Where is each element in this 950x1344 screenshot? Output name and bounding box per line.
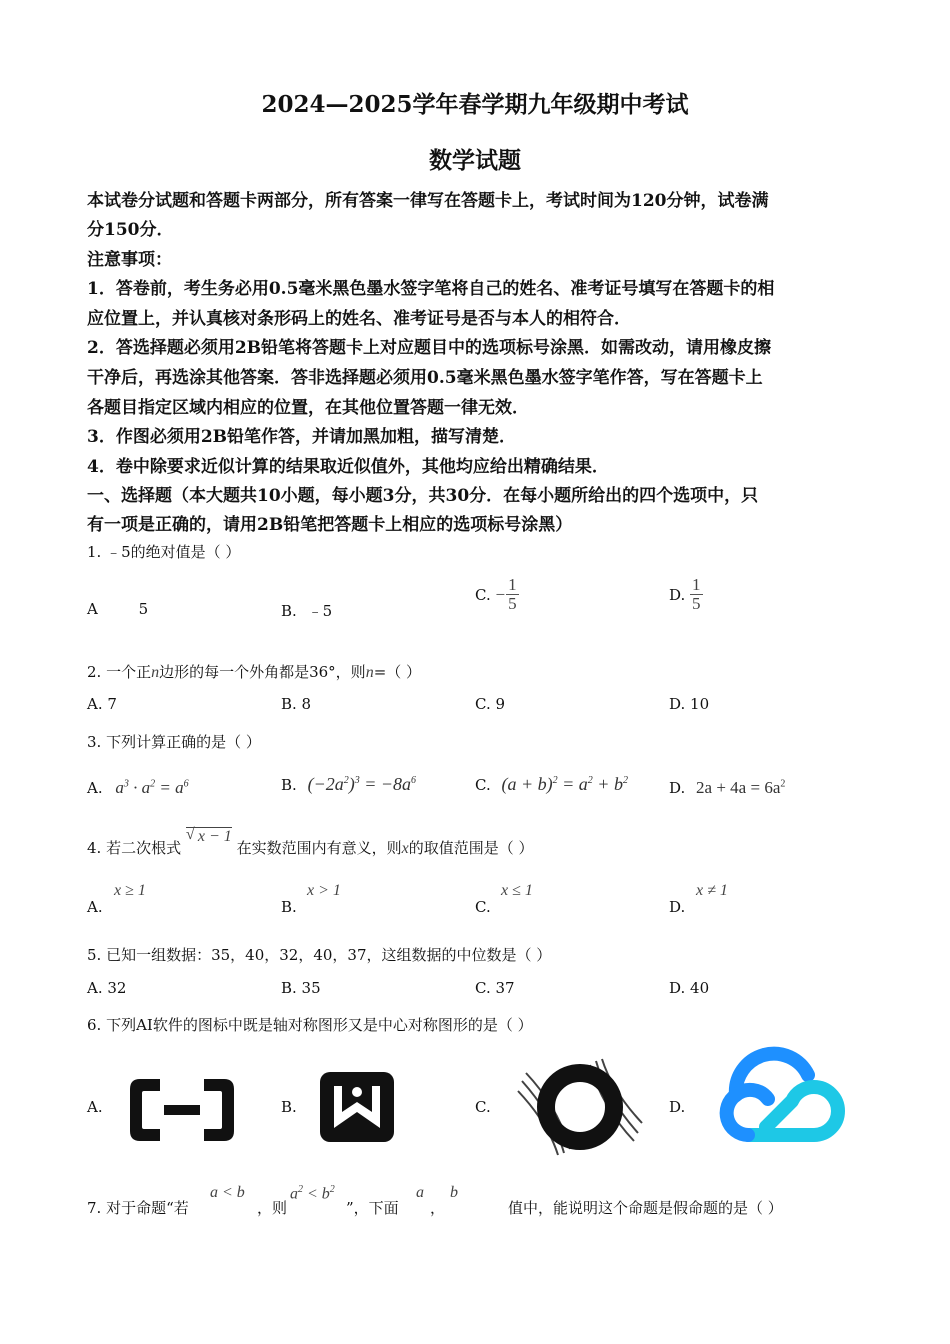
q1-option-d [669,576,703,613]
q6-stem: 6. 下列AI软件的图标中既是轴对称图形又是中心对称图形的是（ ） [87,1016,533,1034]
q6-option-d-label: D. [669,1098,686,1116]
q3-a-expr: $a^3 \cdot a^2 = a^6$ [115,778,189,797]
intro-line-1: 本试卷分试题和答题卡两部分，所有答案一律写在答题卡上，考试时间为120分钟，试卷满 [87,191,769,211]
q1-c-sign: − [495,585,506,604]
q7-stem-post: 值中，能说明这个命题是假命题的是（ ） [508,1199,783,1217]
q4-option-a-label: A. [87,898,103,916]
q2-var-n: n [151,664,160,681]
q1-c-fraction [496,576,519,613]
q4-option-c-expr: x ≤ 1 [501,882,533,899]
q4-option-a-expr: x ≥ 1 [114,882,146,899]
cloud-icon [708,1045,850,1145]
q3-option-c [475,774,628,795]
q1-stem: 1. ﹣5的绝对值是（ ） [87,543,241,561]
notice-2-line-1: 2．答选择题必须用2B铅笔将答题卡上对应题目中的选项标号涂黑．如需改动，请用橡皮擦 [87,338,772,358]
q4-option-c-label: C. [475,898,491,916]
q2-option-d: D. 10 [669,695,710,713]
section-1-line-2: 有一项是正确的，请用2B铅笔把答题卡上相应的选项标号涂黑） [87,515,573,535]
q2-stem-post: =（ ） [373,663,422,681]
q1-option-b [281,600,332,621]
q7-stem-pre: 7. 对于命题“若 [87,1199,189,1217]
q3-option-b [281,774,416,795]
q1-d-numerator: 1 [692,575,701,594]
q4-radical [186,827,232,845]
brush-ring-icon [514,1057,646,1157]
q6-option-c-label: C. [475,1098,491,1116]
notice-2-line-2: 干净后，再选涂其他答案．答非选择题必须用0.5毫米黑色墨水签字笔作答，写在答题卡上 [87,368,763,388]
intro-line-2: 分150分． [87,220,174,240]
q7-var-b: b [450,1184,458,1201]
exam-title: 2024—2025学年春学期九年级期中考试 [261,91,689,118]
q3-stem: 3. 下列计算正确的是（ ） [87,733,261,751]
q3-option-a [87,778,189,798]
q3-a-label: A. [87,779,103,797]
q1-a-value: 5 [138,600,149,618]
q1-b-label: B. [281,602,297,620]
q4-stem-end: 的取值范围是（ ） [408,839,534,857]
notice-1-line-1: 1．答卷前，考生务必用0.5毫米黑色墨水签字笔将自己的姓名、准考证号填写在答题卡的相 [87,279,775,299]
q3-d-expr-text: 2a + 4a = 6a [696,778,781,797]
q4-option-d-expr: x ≠ 1 [696,882,728,899]
q6-option-b-label: B. [281,1098,297,1116]
q3-c-label: C. [475,776,491,794]
q4-stem-pre: 4. 若二次根式 [87,839,182,857]
q5-option-b: B. 35 [281,979,321,997]
notice-4: 4．卷中除要求近似计算的结果取近似值外，其他均应给出精确结果． [87,457,609,477]
q3-c-expr: $(a + b)^2 = a^2 + b^2$ [501,774,628,794]
q7-condition: a < b [210,1184,245,1201]
q4-option-b-label: B. [281,898,297,916]
exam-subtitle: 数学试题 [429,147,521,174]
bracket-minus-icon [126,1075,238,1145]
q2-stem [87,661,421,682]
q3-d-label: D. [669,779,686,797]
q5-option-d: D. 40 [669,979,710,997]
notice-1-line-2: 应位置上，并认真核对条形码上的姓名、准考证号是否与本人的相符合． [87,309,631,329]
q6-option-a-label: A. [87,1098,103,1116]
q4-radicand: x − 1 [197,828,232,845]
notice-3: 3．作图必须用2B铅笔作答，并请加黑加粗，描写清楚． [87,427,517,447]
sqrt-icon: √ [185,826,195,843]
q1-d-label: D. [669,585,686,604]
notice-2-line-3: 各题目指定区域内相应的位置，在其他位置答题一律无效． [87,398,529,418]
q2-var-n-2: n [365,664,374,681]
section-1-line-1: 一、选择题（本大题共10小题，每小题3分，共30分．在每小题所给出的四个选项中，只 [87,486,759,506]
q7-stem-mid-2: ”，下面 [346,1199,399,1217]
q3-option-d [669,778,785,798]
q3-b-expr: $(-2a^2)^3 = -8a^6$ [307,774,417,794]
q1-c-label: C. [475,585,491,604]
q5-stem: 5. 已知一组数据：35，40，32，40，37，这组数据的中位数是（ ） [87,946,552,964]
q7-conclusion: $a^2 < b^2$ [290,1184,335,1203]
q7-stem-mid: ，则 [257,1199,288,1217]
q4-var-x: x [401,840,409,857]
q2-option-a: A. 7 [87,695,117,713]
q3-d-expr: $2a + 4a = 6a^2$ [696,778,786,797]
q1-d-fraction [690,576,703,613]
notice-heading: 注意事项： [87,250,172,270]
q1-a-label: A [87,600,98,618]
q1-c-numerator: 1 [508,575,517,594]
q4-stem-post: 在实数范围内有意义，则 [236,839,402,857]
q1-b-value: ﹣5 [307,602,333,620]
q4-stem [87,826,534,858]
q3-b-label: B. [281,776,297,794]
q1-c-denominator: 5 [508,594,517,613]
q2-stem-pre: 2. 一个正 [87,663,152,681]
q7-var-a: a [416,1184,424,1201]
q4-option-b-expr: x > 1 [307,882,341,899]
q5-option-c: C. 37 [475,979,515,997]
q1-d-denominator: 5 [692,594,701,613]
picture-frame-icon [318,1070,396,1144]
q1-option-a [87,600,148,618]
q4-option-d-label: D. [669,898,686,916]
q1-option-c [475,576,519,613]
q2-option-b: B. 8 [281,695,312,713]
q2-stem-mid: 边形的每一个外角都是36°，则 [159,663,366,681]
q5-option-a: A. 32 [87,979,127,997]
q2-option-c: C. 9 [475,695,506,713]
q7-comma: ， [430,1199,446,1217]
